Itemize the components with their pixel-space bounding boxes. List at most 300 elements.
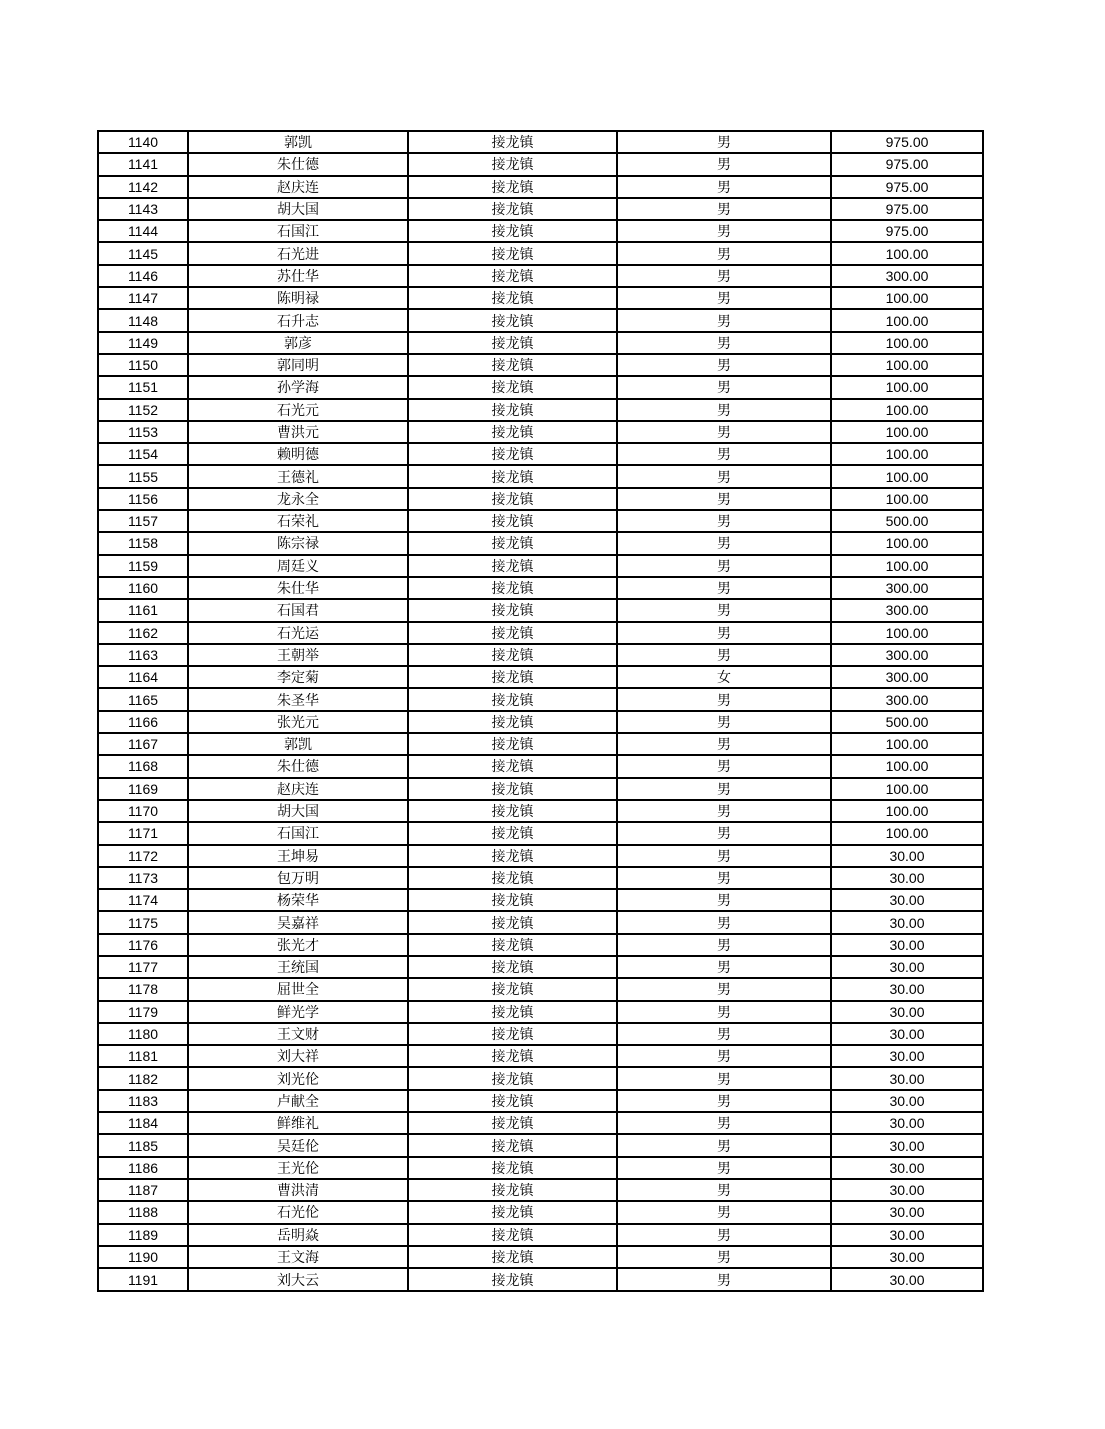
row-number-cell: 1156	[98, 488, 188, 510]
town-cell: 接龙镇	[408, 488, 617, 510]
name-cell: 石国江	[188, 822, 408, 844]
table-row	[98, 399, 983, 421]
town-cell: 接龙镇	[408, 889, 617, 911]
table-row	[98, 711, 983, 733]
amount-cell: 30.00	[831, 1224, 983, 1246]
gender-cell: 男	[617, 644, 831, 666]
name-cell: 石国江	[188, 220, 408, 242]
amount-cell: 100.00	[831, 465, 983, 487]
name-cell: 张光元	[188, 711, 408, 733]
gender-cell: 男	[617, 532, 831, 554]
row-number-cell: 1165	[98, 688, 188, 710]
town-cell: 接龙镇	[408, 287, 617, 309]
row-number-cell: 1168	[98, 755, 188, 777]
gender-cell: 男	[617, 399, 831, 421]
row-number-cell: 1183	[98, 1090, 188, 1112]
town-cell: 接龙镇	[408, 354, 617, 376]
name-cell: 石荣礼	[188, 510, 408, 532]
town-cell: 接龙镇	[408, 265, 617, 287]
name-cell: 胡大国	[188, 198, 408, 220]
town-cell: 接龙镇	[408, 443, 617, 465]
town-cell: 接龙镇	[408, 778, 617, 800]
amount-cell: 100.00	[831, 443, 983, 465]
gender-cell: 男	[617, 755, 831, 777]
name-cell: 苏仕华	[188, 265, 408, 287]
gender-cell: 男	[617, 867, 831, 889]
town-cell: 接龙镇	[408, 242, 617, 264]
row-number-cell: 1152	[98, 399, 188, 421]
town-cell: 接龙镇	[408, 666, 617, 688]
gender-cell: 男	[617, 555, 831, 577]
town-cell: 接龙镇	[408, 1112, 617, 1134]
name-cell: 李定菊	[188, 666, 408, 688]
gender-cell: 男	[617, 800, 831, 822]
table-row	[98, 376, 983, 398]
town-cell: 接龙镇	[408, 198, 617, 220]
amount-cell: 30.00	[831, 1134, 983, 1156]
name-cell: 朱仕德	[188, 153, 408, 175]
town-cell: 接龙镇	[408, 599, 617, 621]
amount-cell: 30.00	[831, 1112, 983, 1134]
row-number-cell: 1173	[98, 867, 188, 889]
gender-cell: 男	[617, 220, 831, 242]
gender-cell: 男	[617, 577, 831, 599]
amount-cell: 100.00	[831, 287, 983, 309]
row-number-cell: 1164	[98, 666, 188, 688]
gender-cell: 女	[617, 666, 831, 688]
table-row	[98, 889, 983, 911]
gender-cell: 男	[617, 956, 831, 978]
amount-cell: 100.00	[831, 555, 983, 577]
row-number-cell: 1141	[98, 153, 188, 175]
town-cell: 接龙镇	[408, 800, 617, 822]
amount-cell: 100.00	[831, 622, 983, 644]
name-cell: 石光伦	[188, 1201, 408, 1223]
row-number-cell: 1172	[98, 845, 188, 867]
town-cell: 接龙镇	[408, 755, 617, 777]
name-cell: 郭凯	[188, 733, 408, 755]
table-row	[98, 242, 983, 264]
amount-cell: 300.00	[831, 688, 983, 710]
amount-cell: 30.00	[831, 1157, 983, 1179]
name-cell: 王文海	[188, 1246, 408, 1268]
amount-cell: 30.00	[831, 934, 983, 956]
amount-cell: 975.00	[831, 153, 983, 175]
row-number-cell: 1188	[98, 1201, 188, 1223]
name-cell: 屈世全	[188, 978, 408, 1000]
town-cell: 接龙镇	[408, 1201, 617, 1223]
amount-cell: 30.00	[831, 978, 983, 1000]
amount-cell: 30.00	[831, 1090, 983, 1112]
table-row	[98, 800, 983, 822]
row-number-cell: 1148	[98, 309, 188, 331]
row-number-cell: 1158	[98, 532, 188, 554]
name-cell: 朱仕德	[188, 755, 408, 777]
town-cell: 接龙镇	[408, 153, 617, 175]
gender-cell: 男	[617, 198, 831, 220]
amount-cell: 100.00	[831, 488, 983, 510]
row-number-cell: 1191	[98, 1268, 188, 1291]
gender-cell: 男	[617, 376, 831, 398]
town-cell: 接龙镇	[408, 131, 617, 153]
town-cell: 接龙镇	[408, 1023, 617, 1045]
amount-cell: 500.00	[831, 711, 983, 733]
row-number-cell: 1184	[98, 1112, 188, 1134]
town-cell: 接龙镇	[408, 867, 617, 889]
table-row	[98, 465, 983, 487]
row-number-cell: 1143	[98, 198, 188, 220]
town-cell: 接龙镇	[408, 376, 617, 398]
table-row	[98, 1179, 983, 1201]
amount-cell: 500.00	[831, 510, 983, 532]
gender-cell: 男	[617, 1067, 831, 1089]
amount-cell: 30.00	[831, 889, 983, 911]
name-cell: 龙永全	[188, 488, 408, 510]
town-cell: 接龙镇	[408, 332, 617, 354]
name-cell: 刘大云	[188, 1268, 408, 1291]
amount-cell: 30.00	[831, 1179, 983, 1201]
name-cell: 周廷义	[188, 555, 408, 577]
table-row	[98, 822, 983, 844]
gender-cell: 男	[617, 1201, 831, 1223]
row-number-cell: 1144	[98, 220, 188, 242]
town-cell: 接龙镇	[408, 1045, 617, 1067]
name-cell: 卢献全	[188, 1090, 408, 1112]
row-number-cell: 1154	[98, 443, 188, 465]
town-cell: 接龙镇	[408, 399, 617, 421]
row-number-cell: 1189	[98, 1224, 188, 1246]
gender-cell: 男	[617, 309, 831, 331]
town-cell: 接龙镇	[408, 1067, 617, 1089]
town-cell: 接龙镇	[408, 822, 617, 844]
amount-cell: 100.00	[831, 800, 983, 822]
town-cell: 接龙镇	[408, 309, 617, 331]
name-cell: 赵庆连	[188, 778, 408, 800]
table-row	[98, 622, 983, 644]
table-row	[98, 1224, 983, 1246]
town-cell: 接龙镇	[408, 532, 617, 554]
row-number-cell: 1159	[98, 555, 188, 577]
town-cell: 接龙镇	[408, 1179, 617, 1201]
row-number-cell: 1149	[98, 332, 188, 354]
name-cell: 鲜维礼	[188, 1112, 408, 1134]
row-number-cell: 1160	[98, 577, 188, 599]
town-cell: 接龙镇	[408, 845, 617, 867]
gender-cell: 男	[617, 1045, 831, 1067]
name-cell: 王德礼	[188, 465, 408, 487]
town-cell: 接龙镇	[408, 465, 617, 487]
gender-cell: 男	[617, 176, 831, 198]
table-row	[98, 309, 983, 331]
row-number-cell: 1170	[98, 800, 188, 822]
gender-cell: 男	[617, 622, 831, 644]
amount-cell: 300.00	[831, 577, 983, 599]
table-row	[98, 599, 983, 621]
amount-cell: 30.00	[831, 1045, 983, 1067]
gender-cell: 男	[617, 1090, 831, 1112]
table-row	[98, 265, 983, 287]
row-number-cell: 1150	[98, 354, 188, 376]
row-number-cell: 1169	[98, 778, 188, 800]
amount-cell: 30.00	[831, 956, 983, 978]
amount-cell: 975.00	[831, 220, 983, 242]
row-number-cell: 1163	[98, 644, 188, 666]
name-cell: 刘大祥	[188, 1045, 408, 1067]
row-number-cell: 1182	[98, 1067, 188, 1089]
table-row	[98, 287, 983, 309]
name-cell: 陈宗禄	[188, 532, 408, 554]
table-row	[98, 867, 983, 889]
table-row	[98, 978, 983, 1000]
table-row	[98, 666, 983, 688]
gender-cell: 男	[617, 1001, 831, 1023]
gender-cell: 男	[617, 688, 831, 710]
row-number-cell: 1175	[98, 911, 188, 933]
town-cell: 接龙镇	[408, 978, 617, 1000]
name-cell: 包万明	[188, 867, 408, 889]
row-number-cell: 1146	[98, 265, 188, 287]
name-cell: 郭同明	[188, 354, 408, 376]
name-cell: 朱仕华	[188, 577, 408, 599]
amount-cell: 300.00	[831, 599, 983, 621]
table-row	[98, 198, 983, 220]
town-cell: 接龙镇	[408, 1246, 617, 1268]
table-row	[98, 332, 983, 354]
gender-cell: 男	[617, 1224, 831, 1246]
gender-cell: 男	[617, 153, 831, 175]
name-cell: 刘光伦	[188, 1067, 408, 1089]
gender-cell: 男	[617, 733, 831, 755]
gender-cell: 男	[617, 889, 831, 911]
name-cell: 石光运	[188, 622, 408, 644]
amount-cell: 100.00	[831, 778, 983, 800]
row-number-cell: 1161	[98, 599, 188, 621]
table-row	[98, 1268, 983, 1291]
row-number-cell: 1167	[98, 733, 188, 755]
table-row	[98, 845, 983, 867]
amount-cell: 30.00	[831, 1001, 983, 1023]
amount-cell: 100.00	[831, 332, 983, 354]
gender-cell: 男	[617, 822, 831, 844]
name-cell: 杨荣华	[188, 889, 408, 911]
town-cell: 接龙镇	[408, 1268, 617, 1291]
amount-cell: 100.00	[831, 822, 983, 844]
name-cell: 张光才	[188, 934, 408, 956]
table-row	[98, 354, 983, 376]
town-cell: 接龙镇	[408, 1134, 617, 1156]
gender-cell: 男	[617, 443, 831, 465]
name-cell: 曹洪清	[188, 1179, 408, 1201]
amount-cell: 300.00	[831, 666, 983, 688]
gender-cell: 男	[617, 265, 831, 287]
amount-cell: 100.00	[831, 242, 983, 264]
table-row	[98, 131, 983, 153]
row-number-cell: 1177	[98, 956, 188, 978]
gender-cell: 男	[617, 778, 831, 800]
name-cell: 鲜光学	[188, 1001, 408, 1023]
town-cell: 接龙镇	[408, 934, 617, 956]
row-number-cell: 1187	[98, 1179, 188, 1201]
name-cell: 王文财	[188, 1023, 408, 1045]
name-cell: 王光伦	[188, 1157, 408, 1179]
table-row	[98, 1023, 983, 1045]
name-cell: 孙学海	[188, 376, 408, 398]
amount-cell: 300.00	[831, 265, 983, 287]
amount-cell: 100.00	[831, 755, 983, 777]
name-cell: 郭凯	[188, 131, 408, 153]
table-row	[98, 1001, 983, 1023]
table-row	[98, 1157, 983, 1179]
row-number-cell: 1174	[98, 889, 188, 911]
table-row	[98, 688, 983, 710]
amount-cell: 300.00	[831, 644, 983, 666]
amount-cell: 30.00	[831, 1067, 983, 1089]
table-row	[98, 443, 983, 465]
row-number-cell: 1155	[98, 465, 188, 487]
town-cell: 接龙镇	[408, 733, 617, 755]
table-row	[98, 911, 983, 933]
row-number-cell: 1185	[98, 1134, 188, 1156]
name-cell: 石国君	[188, 599, 408, 621]
row-number-cell: 1157	[98, 510, 188, 532]
town-cell: 接龙镇	[408, 1157, 617, 1179]
gender-cell: 男	[617, 421, 831, 443]
gender-cell: 男	[617, 332, 831, 354]
amount-cell: 975.00	[831, 198, 983, 220]
gender-cell: 男	[617, 1268, 831, 1291]
name-cell: 朱圣华	[188, 688, 408, 710]
town-cell: 接龙镇	[408, 911, 617, 933]
row-number-cell: 1151	[98, 376, 188, 398]
table-row	[98, 733, 983, 755]
gender-cell: 男	[617, 1023, 831, 1045]
table-row	[98, 220, 983, 242]
table-row	[98, 1112, 983, 1134]
row-number-cell: 1186	[98, 1157, 188, 1179]
name-cell: 石光进	[188, 242, 408, 264]
amount-cell: 30.00	[831, 845, 983, 867]
gender-cell: 男	[617, 131, 831, 153]
name-cell: 吴廷伦	[188, 1134, 408, 1156]
name-cell: 吴嘉祥	[188, 911, 408, 933]
town-cell: 接龙镇	[408, 176, 617, 198]
table-row	[98, 510, 983, 532]
amount-cell: 30.00	[831, 1268, 983, 1291]
table-row	[98, 956, 983, 978]
row-number-cell: 1145	[98, 242, 188, 264]
town-cell: 接龙镇	[408, 1224, 617, 1246]
gender-cell: 男	[617, 465, 831, 487]
town-cell: 接龙镇	[408, 220, 617, 242]
amount-cell: 30.00	[831, 1201, 983, 1223]
name-cell: 郭彦	[188, 332, 408, 354]
town-cell: 接龙镇	[408, 622, 617, 644]
roster-table-body	[98, 131, 983, 1291]
table-row	[98, 1134, 983, 1156]
name-cell: 岳明焱	[188, 1224, 408, 1246]
gender-cell: 男	[617, 488, 831, 510]
amount-cell: 100.00	[831, 376, 983, 398]
table-row	[98, 153, 983, 175]
name-cell: 陈明禄	[188, 287, 408, 309]
amount-cell: 975.00	[831, 131, 983, 153]
gender-cell: 男	[617, 1246, 831, 1268]
gender-cell: 男	[617, 354, 831, 376]
gender-cell: 男	[617, 1157, 831, 1179]
gender-cell: 男	[617, 845, 831, 867]
town-cell: 接龙镇	[408, 688, 617, 710]
town-cell: 接龙镇	[408, 555, 617, 577]
table-row	[98, 1090, 983, 1112]
town-cell: 接龙镇	[408, 421, 617, 443]
table-row	[98, 1201, 983, 1223]
row-number-cell: 1180	[98, 1023, 188, 1045]
row-number-cell: 1181	[98, 1045, 188, 1067]
name-cell: 石光元	[188, 399, 408, 421]
roster-table	[97, 130, 984, 1292]
gender-cell: 男	[617, 287, 831, 309]
name-cell: 胡大国	[188, 800, 408, 822]
gender-cell: 男	[617, 934, 831, 956]
table-row	[98, 532, 983, 554]
gender-cell: 男	[617, 510, 831, 532]
town-cell: 接龙镇	[408, 510, 617, 532]
table-row	[98, 577, 983, 599]
amount-cell: 975.00	[831, 176, 983, 198]
name-cell: 石升志	[188, 309, 408, 331]
amount-cell: 100.00	[831, 733, 983, 755]
row-number-cell: 1162	[98, 622, 188, 644]
gender-cell: 男	[617, 711, 831, 733]
table-row	[98, 778, 983, 800]
row-number-cell: 1142	[98, 176, 188, 198]
amount-cell: 30.00	[831, 911, 983, 933]
name-cell: 赖明德	[188, 443, 408, 465]
table-row	[98, 488, 983, 510]
row-number-cell: 1179	[98, 1001, 188, 1023]
spreadsheet-page	[97, 130, 984, 1292]
amount-cell: 100.00	[831, 421, 983, 443]
row-number-cell: 1140	[98, 131, 188, 153]
amount-cell: 30.00	[831, 867, 983, 889]
table-row	[98, 755, 983, 777]
gender-cell: 男	[617, 1112, 831, 1134]
amount-cell: 30.00	[831, 1246, 983, 1268]
gender-cell: 男	[617, 242, 831, 264]
table-row	[98, 176, 983, 198]
row-number-cell: 1153	[98, 421, 188, 443]
amount-cell: 100.00	[831, 309, 983, 331]
gender-cell: 男	[617, 599, 831, 621]
amount-cell: 100.00	[831, 399, 983, 421]
town-cell: 接龙镇	[408, 644, 617, 666]
table-row	[98, 421, 983, 443]
table-row	[98, 1045, 983, 1067]
town-cell: 接龙镇	[408, 956, 617, 978]
name-cell: 王坤易	[188, 845, 408, 867]
town-cell: 接龙镇	[408, 711, 617, 733]
name-cell: 王统国	[188, 956, 408, 978]
amount-cell: 30.00	[831, 1023, 983, 1045]
gender-cell: 男	[617, 1179, 831, 1201]
table-row	[98, 1246, 983, 1268]
amount-cell: 100.00	[831, 532, 983, 554]
town-cell: 接龙镇	[408, 1090, 617, 1112]
row-number-cell: 1178	[98, 978, 188, 1000]
table-row	[98, 934, 983, 956]
gender-cell: 男	[617, 978, 831, 1000]
row-number-cell: 1176	[98, 934, 188, 956]
